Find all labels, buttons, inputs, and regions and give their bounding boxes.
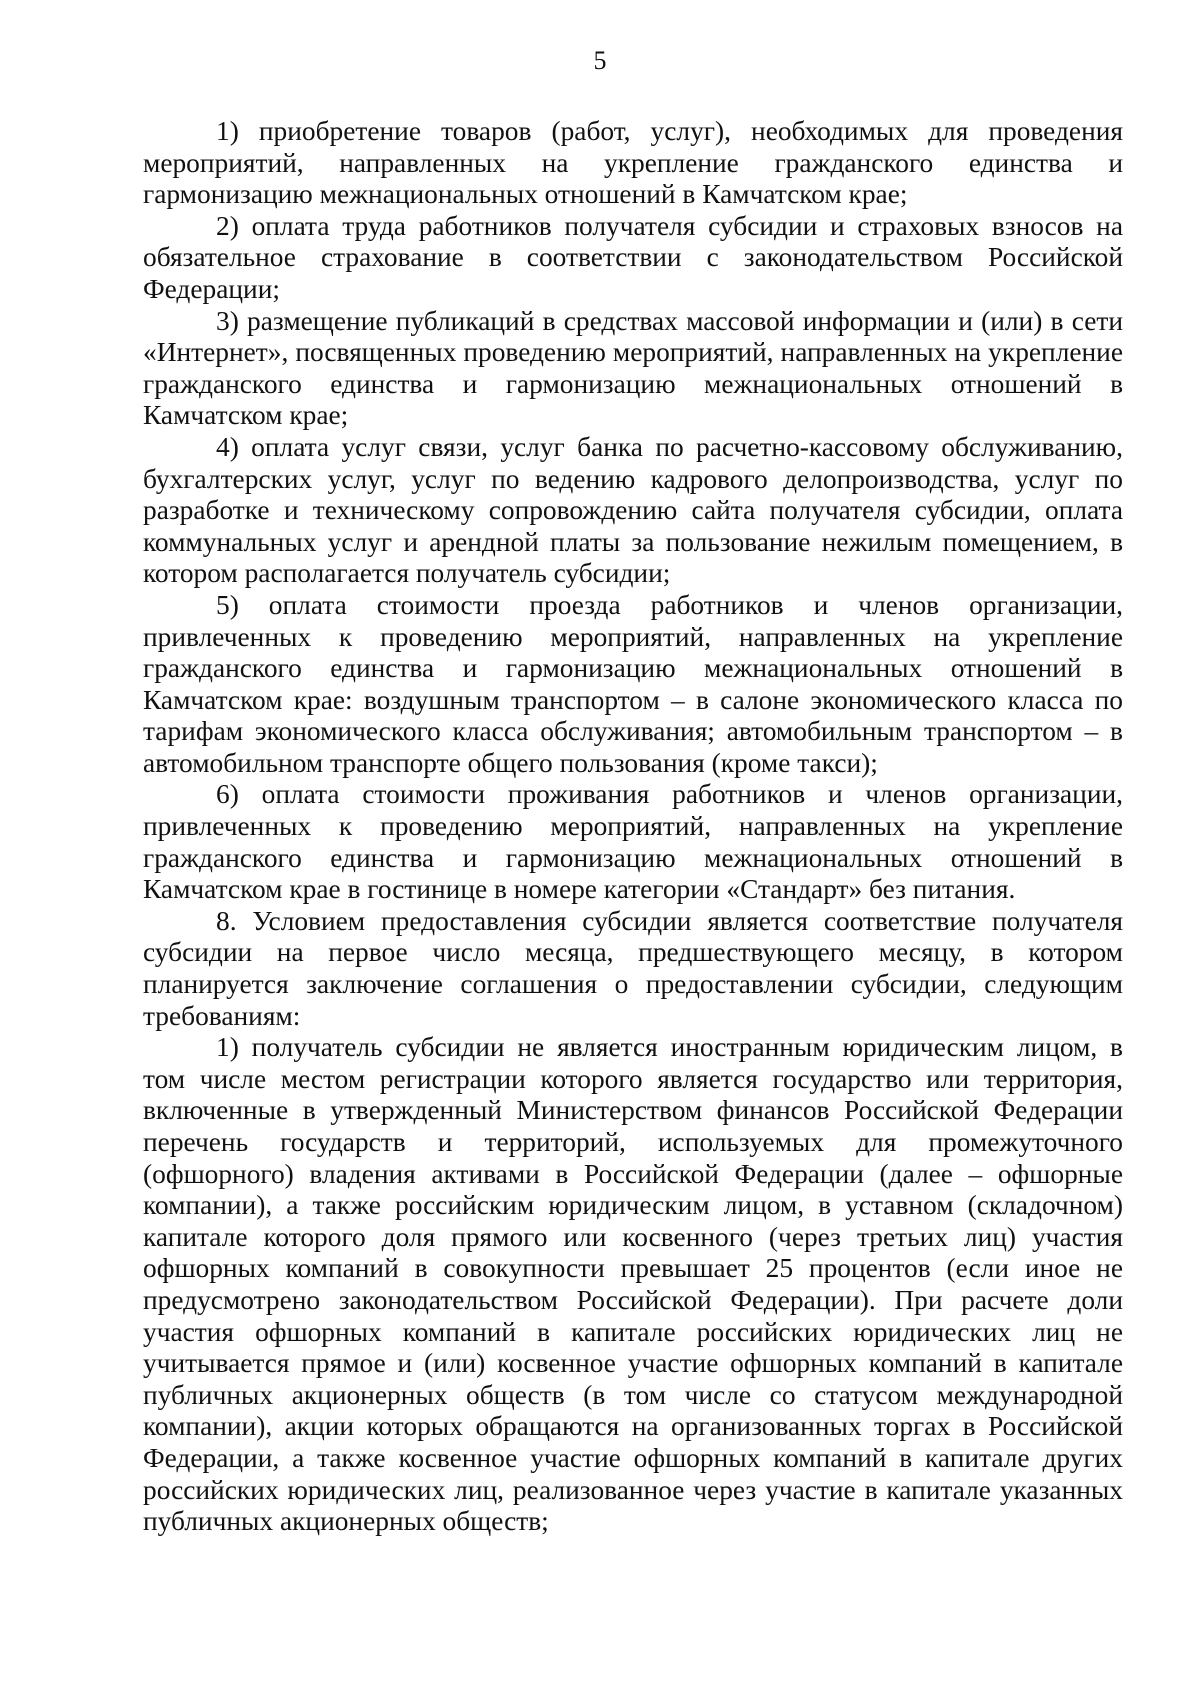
- paragraph-item-3-publications: 3) размещение публикаций в средствах массовой информации и (или) в сети «Интернет», посвященных проведению мероприятий, направленных на укрепление гражданского единства и гармонизацию межнациональных отношений в Камчатском крае;: [143, 305, 1123, 431]
- page-number: 5: [593, 46, 607, 75]
- paragraph-item-4-services-payment: 4) оплата услуг связи, услуг банка по расчетно-кассовому обслуживанию, бухгалтерских услуг, услуг по ведению кадрового делопроизводства, услуг по разработке и техническому сопровождению сайта получателя субсидии, оплата коммунальных услуг и арендной платы за пользование нежилым помещением, в котором располагается получатель субсидии;: [143, 431, 1123, 589]
- paragraph-requirement-1-offshore: 1) получатель субсидии не является иностранным юридическим лицом, в том числе местом регистрации которого является государство или территория, включенные в утвержденный Министерством финансов Российской Федерации перечень государств и территорий, используемых для промежуточного (офшорного) владения активами в Российской Федерации (далее – офшорные компании), а также российским юридическим лицом, в уставном (складочном) капитале которого доля прямого или косвенного (через третьих лиц) участия офшорных компаний в совокупности превышает 25 процентов (если иное не предусмотрено законодательством Российской Федерации). При расчете доли участия офшорных компаний в капитале российских юридических лиц не учитывается прямое и (или) косвенное участие офшорных компаний в капитале публичных акционерных обществ (в том числе со статусом международной компании), акции которых обращаются на организованных торгах в Российской Федерации, а также косвенное участие офшорных компаний в капитале других российских юридических лиц, реализованное через участие в капитале указанных публичных акционерных обществ;: [143, 1032, 1123, 1537]
- paragraph-item-5-travel-payment: 5) оплата стоимости проезда работников и членов организации, привлеченных к проведению мероприятий, направленных на укрепление гражданского единства и гармонизацию межнациональных отношений в Камчатском крае: воздушным транспортом – в салоне экономического класса по тарифам экономического класса обслуживания; автомобильным транспортом – в автомобильном транспорте общего пользования (кроме такси);: [143, 589, 1123, 778]
- paragraph-item-1-goods-purchase: 1) приобретение товаров (работ, услуг), необходимых для проведения мероприятий, направленных на укрепление гражданского единства и гармонизацию межнациональных отношений в Камчатском крае;: [143, 116, 1123, 210]
- paragraph-item-6-accommodation-payment: 6) оплата стоимости проживания работников и членов организации, привлеченных к проведению мероприятий, направленных на укрепление гражданского единства и гармонизацию межнациональных отношений в Камчатском крае в гостинице в номере категории «Стандарт» без питания.: [143, 779, 1123, 905]
- document-body: [143, 116, 1123, 1538]
- paragraph-item-2-labor-payment: 2) оплата труда работников получателя субсидии и страховых взносов на обязательное страхование в соответствии с законодательством Российской Федерации;: [143, 210, 1123, 304]
- paragraph-section-8-conditions: 8. Условием предоставления субсидии является соответствие получателя субсидии на первое число месяца, предшествующего месяцу, в котором планируется заключение соглашения о предоставлении субсидии, следующим требованиям:: [143, 905, 1123, 1031]
